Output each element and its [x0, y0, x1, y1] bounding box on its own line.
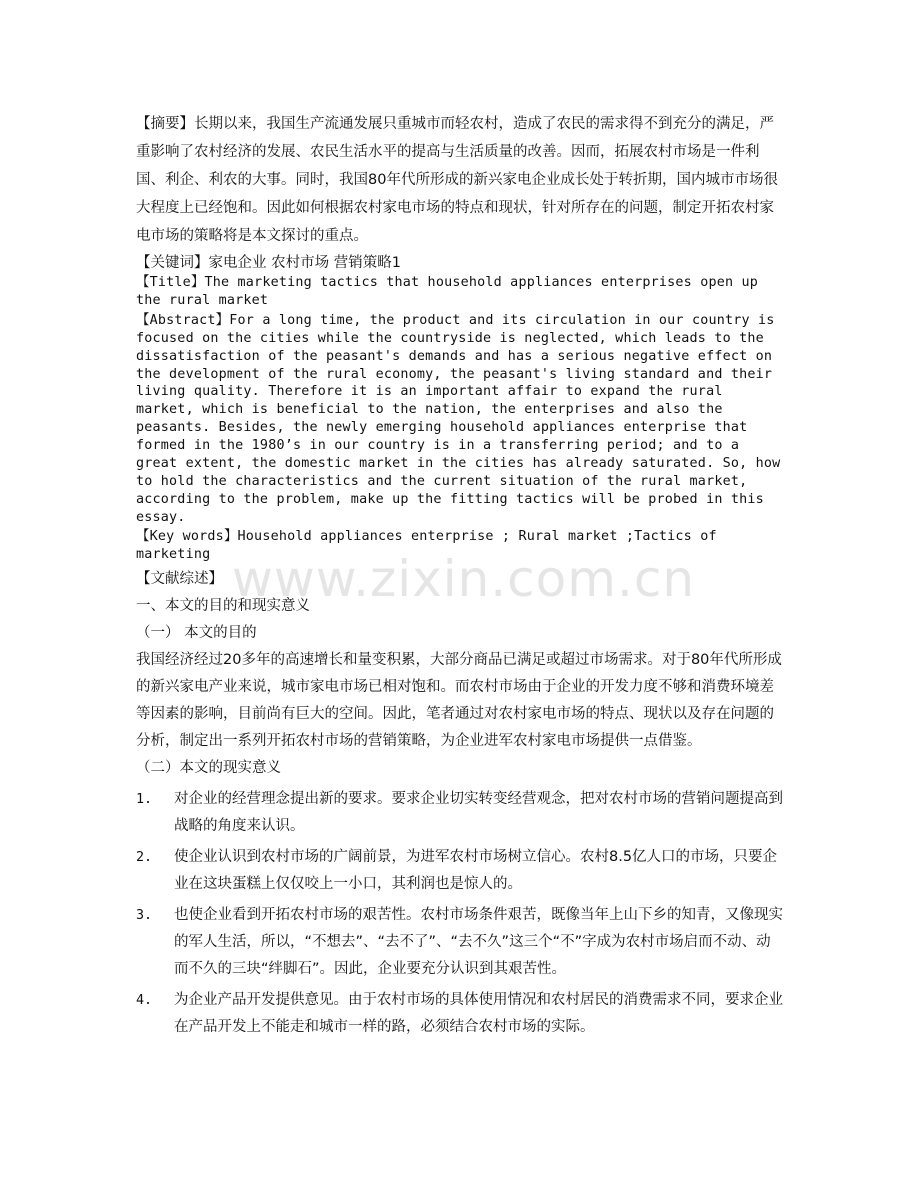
abstract-en: 【Abstract】For a long time, the product and its circulation in our country is focused on the cities while the countryside is neglected, which leads to the dissatisfaction of the peasant's demands and has a serious negative effect on the development of the rural economy, the peasant's living standard and their living quality. Therefore it is an important affair to expand the rural market, which is beneficial to the nation, the enterprises and also the peasants. Besides, the newly emerging household appliances enterprise that formed in the 1980’s in our country is in a transferring period; and to a great extent, the domestic market in the cities has already saturated. So, how to hold the characteristics and the current situation of the rural market, according to the problem, make up the fitting tactics will be probed in this essay. — [136, 312, 781, 525]
keywords-en: 【Key words】Household appliances enterprise ; Rural market ;Tactics of marketing — [136, 528, 717, 562]
list-number: 4. — [136, 992, 153, 1008]
list-text: 使企业认识到农村市场的广阔前景，为进军农村市场树立信心。农村8.5亿人口的市场，只要企业在这块蛋糕上仅仅咬上一小口，其利润也是惊人的。 — [174, 848, 778, 892]
list-item — [136, 786, 784, 840]
title-en: 【Title】The marketing tactics that household appliances enterprises open up the rural market — [136, 275, 759, 308]
sub2-heading: （二）本文的现实意义 — [136, 759, 281, 776]
list-item — [136, 987, 784, 1041]
literature-review-label: 【文献综述】 — [136, 570, 223, 587]
list-number: 3. — [136, 907, 153, 923]
list-text: 对企业的经营理念提出新的要求。要求企业切实转变经营观念，把对农村市场的营销问题提高到战略的角度来认识。 — [174, 790, 783, 834]
list-text: 也使企业看到开拓农村市场的艰苦性。农村市场条件艰苦，既像当年上山下乡的知青，又像现实的军人生活，所以，“不想去”、“去不了”、“去不久”这三个“不”字成为农村市场启而不动、动而不久的三块“绊脚石”。因此，企业要充分认识到其艰苦性。 — [174, 906, 783, 977]
list-item — [136, 902, 784, 983]
list-number: 2. — [136, 849, 153, 865]
watermark: www.zixin.com.cn — [232, 550, 696, 608]
significance-list — [136, 786, 784, 1041]
list-number: 1. — [136, 791, 153, 807]
document-page — [136, 110, 784, 1045]
keywords-cn: 【关键词】家电企业 农村市场 营销策略1 — [136, 255, 401, 271]
list-text: 为企业产品开发提供意见。由于农村市场的具体使用情况和农村居民的消费需求不同，要求企业在产品开发上不能走和城市一样的路，必须结合农村市场的实际。 — [174, 991, 783, 1035]
list-item — [136, 844, 784, 898]
abstract-cn: 【摘要】长期以来，我国生产流通发展只重城市而轻农村，造成了农民的需求得不到充分的满足，严重影响了农村经济的发展、农民生活水平的提高与生活质量的改善。因而，拓展农村市场是一件利国、利企、利农的大事。同时，我国80年代所形成的新兴家电企业成长处于转折期，国内城市市场很大程度上已经饱和。因此如何根据农村家电市场的特点和现状，针对所存在的问题，制定开拓农村家电市场的策略将是本文探讨的重点。 — [136, 116, 778, 244]
section1-heading: 一、本文的目的和现实意义 — [136, 597, 310, 614]
sub1-paragraph: 我国经济经过20多年的高速增长和量变积累，大部分商品已满足或超过市场需求。对于80年代所形成的新兴家电产业来说，城市家电市场已相对饱和。而农村市场由于企业的开发力度不够和消费环境差等因素的影响，目前尚有巨大的空间。因此，笔者通过对农村家电市场的特点、现状以及存在问题的分析，制定出一系列开拓农村市场的营销策略，为企业进军农村家电市场提供一点借鉴。 — [136, 651, 782, 749]
sub1-heading: （一） 本文的目的 — [136, 624, 257, 641]
